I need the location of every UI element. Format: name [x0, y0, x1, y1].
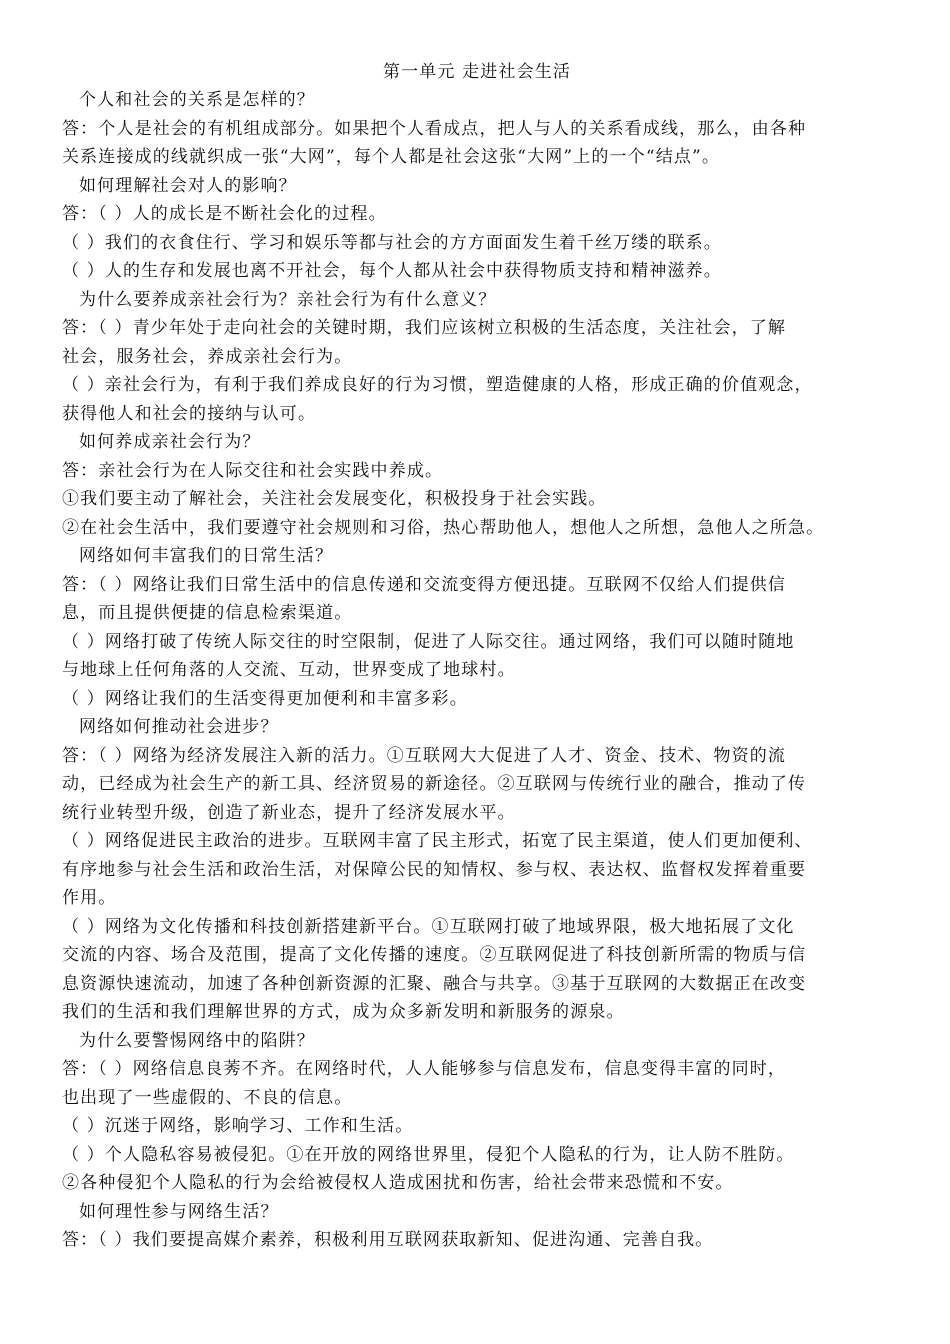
question-line: 网络如何推动社会进步？ — [79, 717, 279, 737]
question-line: 网络如何丰富我们的日常生活？ — [79, 546, 334, 566]
answer-line: 统行业转型升级，创造了新业态，提升了经济发展水平。 — [62, 802, 516, 823]
answer-line: ②在社会生活中，我们要遵守社会规则和习俗，热心帮助他人，想他人之所想，急他人之所急。 — [62, 517, 825, 538]
question-line: 如何理解社会对人的影响？ — [79, 175, 297, 196]
question-line: 如何养成亲社会行为？ — [79, 432, 261, 452]
answer-line: 社会，服务社会，养成亲社会行为。 — [62, 346, 353, 367]
answer-line: （ ）网络促进民主政治的进步。互联网丰富了民主形式，拓宽了民主渠道，使人们更加便利、 — [62, 831, 813, 851]
answer-line: 获得他人和社会的接纳与认可。 — [62, 403, 317, 424]
answer-line: （ ）沉迷于网络，影响学习、工作和生活。 — [62, 1116, 414, 1136]
answer-line: 交流的内容、场合及范围，提高了文化传播的速度。②互联网促进了科技创新所需的物质与信 — [62, 945, 807, 965]
answer-line: 有序地参与社会生活和政治生活，对保障公民的知情权、参与权、表达权、监督权发挥着重要 — [62, 859, 807, 880]
answer-line: （ ）网络让我们的生活变得更加便利和丰富多彩。 — [62, 688, 468, 709]
answer-line: （ ）网络打破了传统人际交往的时空限制，促进了人际交往。通过网络，我们可以随时随地 — [62, 631, 795, 652]
answer-line: （ ）我们的衣食住行、学习和娱乐等都与社会的方方面面发生着千丝万缕的联系。 — [62, 232, 722, 253]
answer-line: 答：（ ）我们要提高媒介素养，积极利用互联网获取新知、促进沟通、完善自我。 — [62, 1230, 714, 1250]
answer-line: 答：（ ）网络为经济发展注入新的活力。①互联网大大促进了人才、资金、技术、物资的流 — [62, 745, 787, 766]
answer-line: 息资源快速流动，加速了各种创新资源的汇聚、融合与共享。③基于互联网的大数据正在改变 — [62, 973, 807, 994]
answer-line: （ ）人的生存和发展也离不开社会，每个人都从社会中获得物质支持和精神滋养。 — [62, 261, 722, 281]
answer-line: 我们的生活和我们理解世界的方式，成为众多新发明和新服务的源泉。 — [62, 1002, 625, 1022]
answer-line: 答：（ ）网络信息良莠不齐。在网络时代，人人能够参与信息发布，信息变得丰富的同时， — [62, 1059, 787, 1079]
answer-line: （ ）个人隐私容易被侵犯。①在开放的网络世界里，侵犯个人隐私的行为，让人防不胜防。 — [62, 1144, 795, 1165]
answer-line: （ ）网络为文化传播和科技创新搭建新平台。①互联网打破了地域界限，极大地拓展了文化 — [62, 916, 795, 937]
answer-line: 动，已经成为社会生产的新工具、经济贸易的新途径。②互联网与传统行业的融合，推动了传 — [62, 774, 807, 794]
answer-line: ①我们要主动了解社会，关注社会发展变化，积极投身于社会实践。 — [62, 489, 607, 509]
question-line: 为什么要养成亲社会行为？亲社会行为有什么意义？ — [79, 289, 497, 310]
unit-title: 第一单元 走进社会生活 — [382, 62, 572, 82]
document-body — [62, 86, 892, 1255]
question-line: 如何理性参与网络生活？ — [79, 1201, 279, 1222]
answer-line: 答：（ ）青少年处于走向社会的关键时期，我们应该树立积极的生活态度，关注社会，了解 — [62, 318, 787, 338]
answer-line: ②各种侵犯个人隐私的行为会给被侵权人造成困扰和伤害，给社会带来恐慌和不安。 — [62, 1173, 734, 1193]
answer-line: 答：（ ）人的成长是不断社会化的过程。 — [62, 204, 387, 224]
answer-line: 息，而且提供便捷的信息检索渠道。 — [62, 603, 353, 623]
question-line: 为什么要警惕网络中的陷阱？ — [79, 1030, 315, 1051]
answer-line: 也出现了一些虚假的、不良的信息。 — [62, 1087, 353, 1108]
answer-line: 作用。 — [62, 888, 117, 908]
answer-line: 答：个人是社会的有机组成部分。如果把个人看成点，把人与人的关系看成线，那么，由各种 — [62, 118, 807, 139]
answer-line: 关系连接成的线就织成一张“大网”，每个人都是社会这张“大网”上的一个“结点”。 — [62, 147, 720, 167]
answer-line: 答：（ ）网络让我们日常生活中的信息传递和交流变得方便迅捷。互联网不仅给人们提供信 — [62, 574, 787, 595]
answer-line: （ ）亲社会行为，有利于我们养成良好的行为习惯，塑造健康的人格，形成正确的价值观念， — [62, 375, 813, 395]
question-line: 个人和社会的关系是怎样的？ — [79, 90, 315, 110]
answer-line: 答：亲社会行为在人际交往和社会实践中养成。 — [62, 460, 444, 481]
answer-line: 与地球上任何角落的人交流、互动，世界变成了地球村。 — [62, 660, 516, 680]
document-page — [62, 58, 892, 1255]
